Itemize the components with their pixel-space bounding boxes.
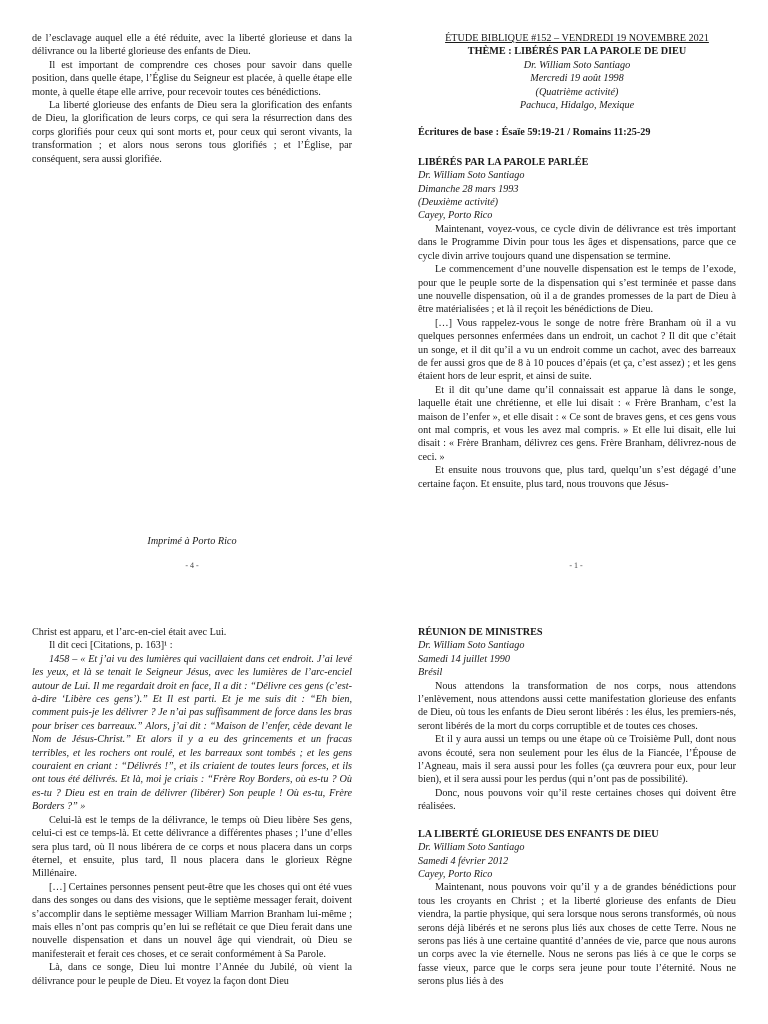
section-title: LIBÉRÉS PAR LA PAROLE PARLÉE [418, 156, 589, 168]
page-3 [418, 626, 736, 1024]
paragraph: Nous attendons la transformation de nos corps, nous attendons l’enlèvement, nous attendons aussi cette manifestation glorieuse des enfants de Dieu, où tous les enfants de Dieu seront libérés : les élus, les premiers-nés, seront libérés de la mort du corps corruptible et de toutes ces choses. [418, 680, 736, 732]
paragraph: Celui-là est le temps de la délivrance, le temps où Dieu libère Ses gens, celui-ci est ce temps-là. Et cette délivrance a différentes phases ; l’une d’elles sera plus tard, où Il nous libérera de ce corps et nous placera dans un corps éternel, et ensuite, plus tard, Il nous placera dans le glorieux Règne Millénaire. [32, 814, 352, 880]
section-title: LA LIBERTÉ GLORIEUSE DES ENFANTS DE DIEU [418, 828, 659, 840]
place: Pachuca, Hidalgo, Mexique [519, 100, 635, 112]
paragraph: […] Vous rappelez-vous le songe de notre frère Branham où il a vu quelques personnes enfermées dans un endroit, un cachot ? Il dit que c’était un songe, et il dit qu’il a vu un endroit comme un cachot, avec des barreaux de fer aussi gros que de 8 à 10 pouces d’épais (et ça, c’est assez) ; et les gens étaient hors de leur esprit, et ainsi de suite. [418, 317, 736, 383]
author: Dr. William Soto Santiago [523, 59, 631, 71]
section-author: Dr. William Soto Santiago [418, 170, 525, 182]
section-activity: (Deuxième activité) [418, 197, 499, 209]
paragraph: Le commencement d’une nouvelle dispensation est le temps de l’exode, pour que le peuple sorte de la dispensation qui s’est terminée et passe dans une nouvelle dispensation, où il a de grandes promesses de la part de Dieu à être matérialisées ; et là il reçoit les bénédictions de Dieu. [418, 264, 736, 316]
paragraph: Il est important de comprendre ces choses pour savoir dans quelle position, dans quelle étape, l’Église du Seigneur est placée, à quelle étape elle monte, à quelle étape elle arrive, pour recevoir toutes ces bénédictions. [32, 59, 352, 98]
page-1 [418, 32, 736, 512]
paragraph: Et il y aura aussi un temps ou une étape où ce Troisième Pull, dont nous avons écouté, sera non seulement pour les élus de la Fiancée, l’Épouse de l’Agneau, mais il sera aussi pour les folles (ça œuvrera pour eux, pour leur bien), et il sera aussi pour les perdus (qui n’ont pas de possibilité). [418, 734, 736, 786]
intro-line: Christ est apparu, et l’arc-en-ciel était avec Lui. [32, 627, 227, 638]
theme-title: THÈME : LIBÉRÉS PAR LA PAROLE DE DIEU [467, 46, 687, 58]
section-title: RÉUNION DE MINISTRES [418, 627, 543, 638]
paragraph: Maintenant, nous pouvons voir qu’il y a de grandes bénédictions pour tous les croyants en Christ ; et la liberté glorieuse des enfants de Dieu viendra, la partie physique, qui sera lorsque nous serons transformés, où nous serons déjà libérés et ne serons plus liés aux choses de cette Terre. Nous ne serons pas liés à une certaine quantité d’années de vie, parce que nous aurons un corps avec la vie éternelle. Nous ne serons pas liés à ce que le corps se fasse vieux, parce que le corps sera jeune pour toute l’éternité. Nous ne serons plus liés à des [418, 882, 736, 988]
section-place: Cayey, Porto Rico [418, 868, 493, 880]
section-author: Dr. William Soto Santiago [418, 640, 525, 652]
paragraph: Là, dans ce songe, Dieu lui montre l’Année du Jubilé, où vient la délivrance pour le peuple de Dieu. Et voyez la façon dont Dieu [32, 962, 352, 987]
page-number-1: - 1 - [569, 561, 583, 570]
section-date: Dimanche 28 mars 1993 [418, 183, 519, 195]
section-date: Samedi 14 juillet 1990 [418, 653, 510, 665]
paragraph: de l’esclavage auquel elle a été réduite, avec la liberté glorieuse et dans la délivrance ou la liberté glorieuse des enfants de Dieu. [32, 33, 352, 58]
section-place: Brésil [418, 667, 443, 679]
section-date: Samedi 4 février 2012 [418, 855, 509, 867]
date: Mercredi 19 août 1998 [530, 73, 624, 85]
paragraph: Et il dit qu’une dame qu’il connaissait est apparue là dans le songe, laquelle était une chrétienne, et elle lui disait : « Frère Branham, c’est la maison de l’enfer », et elle disait : « Ce sont de braves gens, et ces gens vous ont mal compris, et vous les avez mal compris. » Et elle lui disait, elle lui disait : « Frère Branham, délivrez ces gens. Frère Branham, délivrez-nous de ceci. » [418, 384, 736, 463]
paragraph: Maintenant, voyez-vous, ce cycle divin de délivrance est très important dans le Programme Divin pour tous les âges et dispensations, parce que ce cycle divin arrive toujours quand une dispensation se termine. [418, 223, 736, 262]
paragraph: La liberté glorieuse des enfants de Dieu sera la glorification des enfants de Dieu, la glorification de leurs corps, ce qui sera la résurrection dans des corps glorifiés pour ceux qui sont morts et, pour ceux qui seront vivants, la transformation ; et alors nous serons tous glorifiés ; et l’Église, par conséquent, sera aussi glorifiée. [32, 100, 352, 165]
page-2 [32, 626, 352, 1024]
printed-location: Imprimé à Porto Rico [147, 536, 237, 547]
paragraph: Donc, nous pouvons voir qu’il reste certaines choses qui doivent être réalisées. [418, 787, 736, 813]
quote-block: 1458 – « Et j’ai vu des lumières qui vacillaient dans cet endroit. J’ai levé les yeux, et là se tenait le Seigneur Jésus, avec les lumières de l’arc-enciel autour de Lui. Il me regardait droit en face, Il a dit : “Délivre ces gens (c’est-à-dire ‘Libère ces gens’).” Et Il est parti. Et je me suis dit : “Eh bien, comment puis-je les délivrer ? Je n’ai pas suffisamment de force dans les bras pour briser ces barreaux.” Alors, j’ai dit : “Maison de l’enfer, cède devant le Nom de Jésus-Christ.” Et alors il y a eu des grincements et un fracas terribles, et les rochers ont roulé, et les barreaux sont tombés ; et les gens couraient en criant : “Délivrés !”, et ils criaient de toutes leurs forces, et ils ont tous été délivrés. Et là, moi je criais : “Frère Roy Borders, où es-tu ? Où es-tu ? Dieu est en train de délivrer (libérer) Son peuple ! Où es-tu, Frère Borders ?” » [32, 653, 352, 813]
study-header: ÉTUDE BIBLIQUE #152 – VENDREDI 19 NOVEMBRE 2021 [445, 33, 709, 44]
page-number-4: - 4 - [185, 561, 199, 570]
activity: (Quatrième activité) [535, 86, 619, 98]
base-scriptures: Écritures de base : Ésaïe 59:19-21 / Romains 11:25-29 [418, 127, 651, 139]
paragraph: Et ensuite nous trouvons que, plus tard, quelqu’un s’est dégagé d’une certaine façon. Et ensuite, plus tard, nous trouvons que Jésus- [418, 465, 736, 490]
section-author: Dr. William Soto Santiago [418, 842, 525, 854]
page-4 [32, 32, 352, 547]
section-place: Cayey, Porto Rico [418, 210, 493, 222]
intro-line: Il dit ceci [Citations, p. 163]¹ : [49, 640, 173, 652]
paragraph: […] Certaines personnes pensent peut-être que les choses qui ont été vues dans des songes ou dans des visions, que le septième messager ferait, doivent s’accomplir dans le septième messager William Marrion Branham lui-même ; mais elles n’ont pas compris qu’en lui se reflétait ce que Dieu ferait dans une nouvelle dispensation et dans un nouvel âge qui viendrait, où Dieu se manifesterait et ferait ces choses, et ce serait conformément à Sa Parole. [32, 881, 352, 960]
